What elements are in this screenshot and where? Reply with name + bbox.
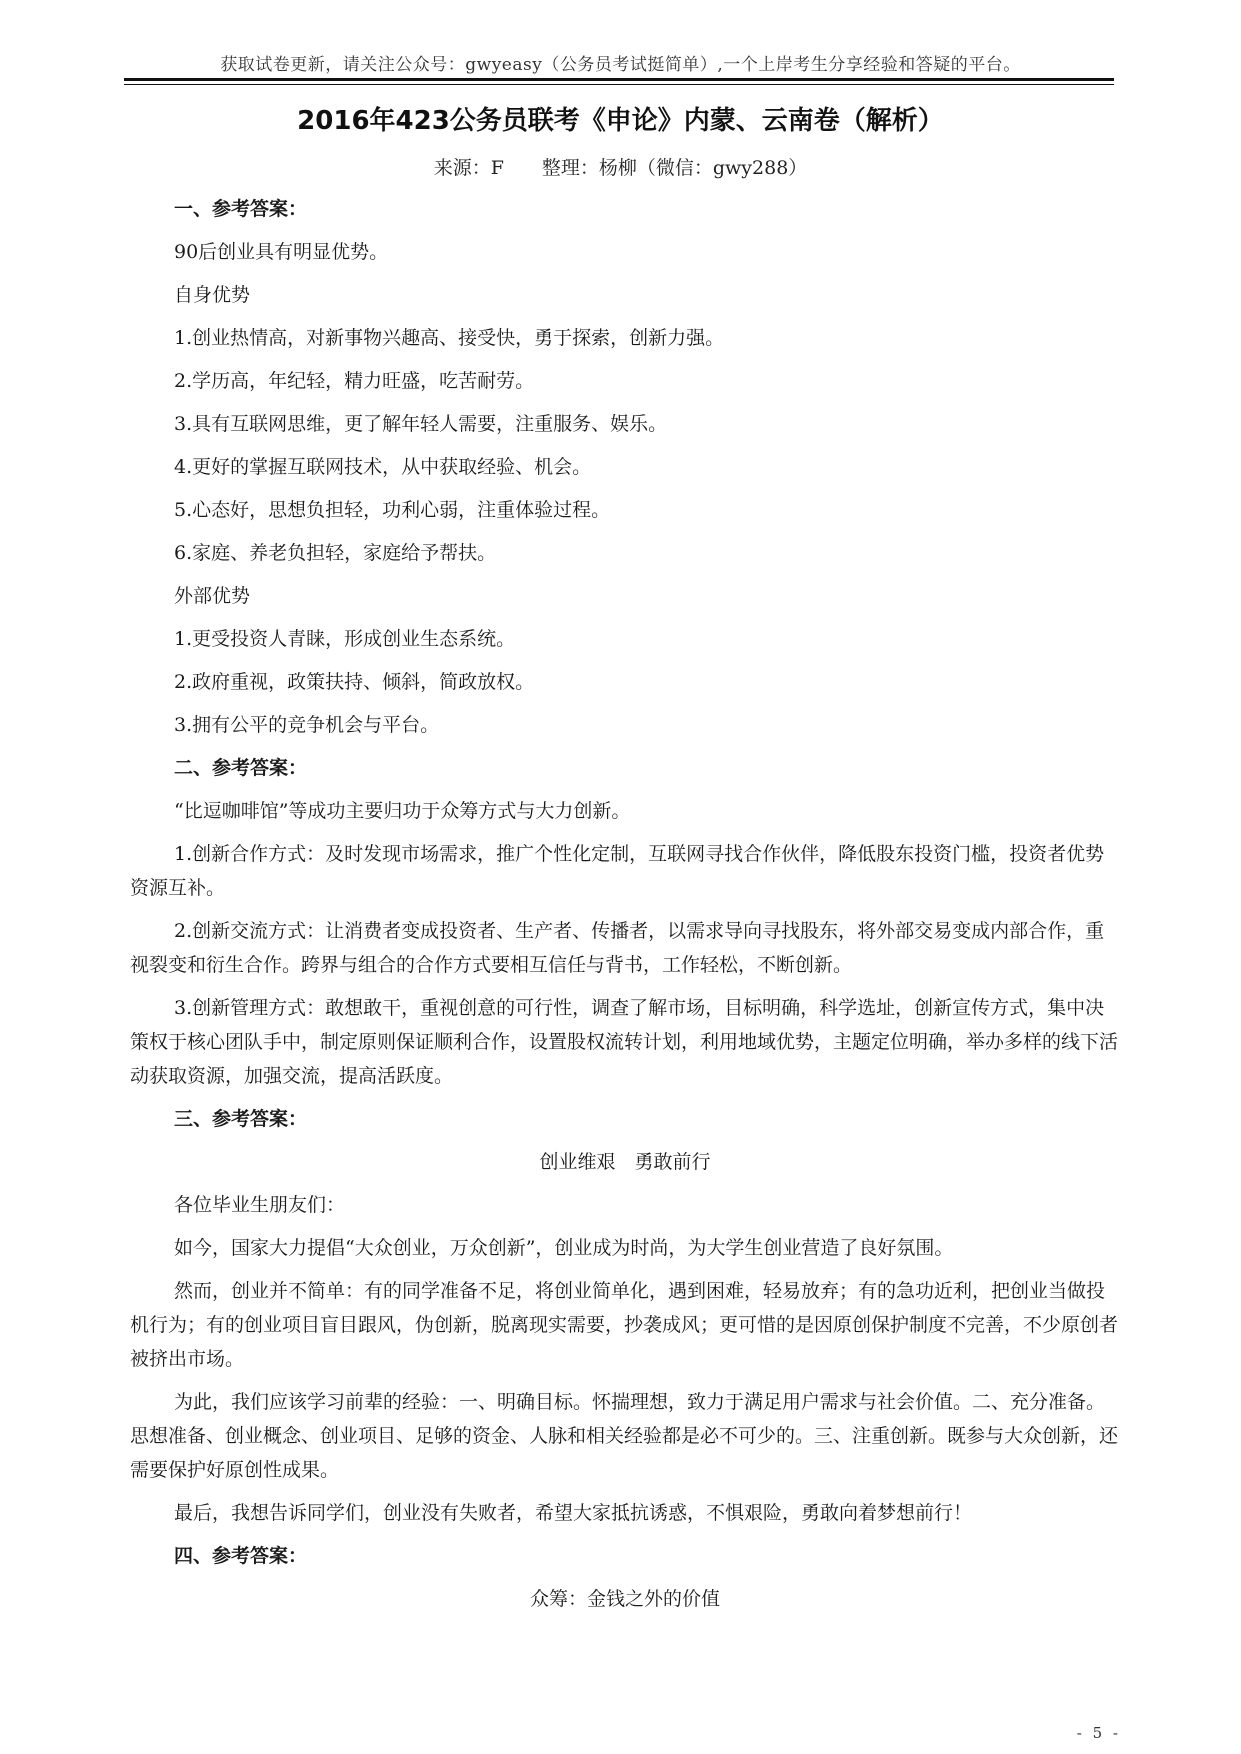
- document-title: 2016年423公务员联考《申论》内蒙、云南卷（解析）: [297, 106, 944, 136]
- paragraph: 如今，国家大力提倡“大众创业，万众创新”，创业成为时尚，为大学生创业营造了良好氛围。: [174, 1237, 954, 1259]
- list-item: 2.创新交流方式：让消费者变成投资者、生产者、传播者，以需求导向寻找股东，将外部交易变成内部合作，重视裂变和衍生合作。跨界与组合的合作方式要相互信任与背书，工作轻松，不断创新。: [130, 920, 1105, 976]
- list-item: 4.更好的掌握互联网技术，从中获取经验、机会。: [174, 456, 592, 478]
- paragraph: 90后创业具有明显优势。: [174, 241, 389, 263]
- paragraph: 最后，我想告诉同学们，创业没有失败者，希望大家抵抗诱惑，不惧艰险，勇敢向着梦想前行！: [174, 1502, 973, 1524]
- list-item: 1.创新合作方式：及时发现市场需求，推广个性化定制，互联网寻找合作伙伴，降低股东投资门槛，投资者优势资源互补。: [130, 843, 1105, 899]
- header-rule-thick: [124, 78, 1114, 81]
- section-1-heading: 一、参考答案：: [174, 198, 308, 220]
- document-body: [130, 192, 1120, 1625]
- list-item: 3.具有互联网思维，更了解年轻人需要，注重服务、娱乐。: [174, 413, 668, 435]
- essay-title: 创业维艰 勇敢前行: [539, 1151, 711, 1173]
- paragraph: 各位毕业生朋友们：: [174, 1194, 346, 1216]
- document-source: 来源：F 整理：杨柳（微信：gwy288）: [433, 157, 808, 179]
- header-note: 获取试卷更新，请关注公众号：gwyeasy（公务员考试挺简单）,一个上岸考生分享经验和答疑的平台。: [220, 55, 1021, 75]
- list-item: 1.创业热情高，对新事物兴趣高、接受快，勇于探索，创新力强。: [174, 327, 725, 349]
- paragraph: 然而，创业并不简单：有的同学准备不足，将创业简单化，遇到困难，轻易放弃；有的急功近利，把创业当做投机行为；有的创业项目盲目跟风，伪创新，脱离现实需要，抄袭成风；更可惜的是因原创保护制度不完善，不少原创者被挤出市场。: [130, 1280, 1119, 1370]
- header-rule-thin: [124, 84, 1114, 85]
- list-item: 2.政府重视，政策扶持、倾斜，简政放权。: [174, 671, 535, 693]
- list-item: 2.学历高，年纪轻，精力旺盛，吃苦耐劳。: [174, 370, 535, 392]
- essay-title: 众筹：金钱之外的价值: [529, 1588, 720, 1610]
- list-item: 3.创新管理方式：敢想敢干，重视创意的可行性，调查了解市场，目标明确，科学选址，创新宣传方式，集中决策权于核心团队手中，制定原则保证顺利合作，设置股权流转计划，利用地域优势，主题定位明确，举办多样的线下活动获取资源，加强交流，提高活跃度。: [130, 997, 1119, 1087]
- list-item: 3.拥有公平的竞争机会与平台。: [174, 714, 440, 736]
- subheading: 外部优势: [174, 585, 251, 607]
- paragraph: “比逗咖啡馆”等成功主要归功于众筹方式与大力创新。: [174, 800, 631, 822]
- page-number: - 5 -: [1076, 1724, 1121, 1742]
- paragraph: 为此，我们应该学习前辈的经验：一、明确目标。怀揣理想，致力于满足用户需求与社会价值。二、充分准备。思想准备、创业概念、创业项目、足够的资金、人脉和相关经验都是必不可少的。三、注重创新。既参与大众创新，还需要保护好原创性成果。: [130, 1391, 1119, 1481]
- list-item: 1.更受投资人青睐，形成创业生态系统。: [174, 628, 516, 650]
- subheading: 自身优势: [174, 284, 251, 306]
- list-item: 6.家庭、养老负担轻，家庭给予帮扶。: [174, 542, 497, 564]
- section-3-heading: 三、参考答案：: [174, 1108, 308, 1130]
- section-2-heading: 二、参考答案：: [174, 757, 308, 779]
- section-4-heading: 四、参考答案：: [174, 1545, 308, 1567]
- list-item: 5.心态好，思想负担轻，功利心弱，注重体验过程。: [174, 499, 611, 521]
